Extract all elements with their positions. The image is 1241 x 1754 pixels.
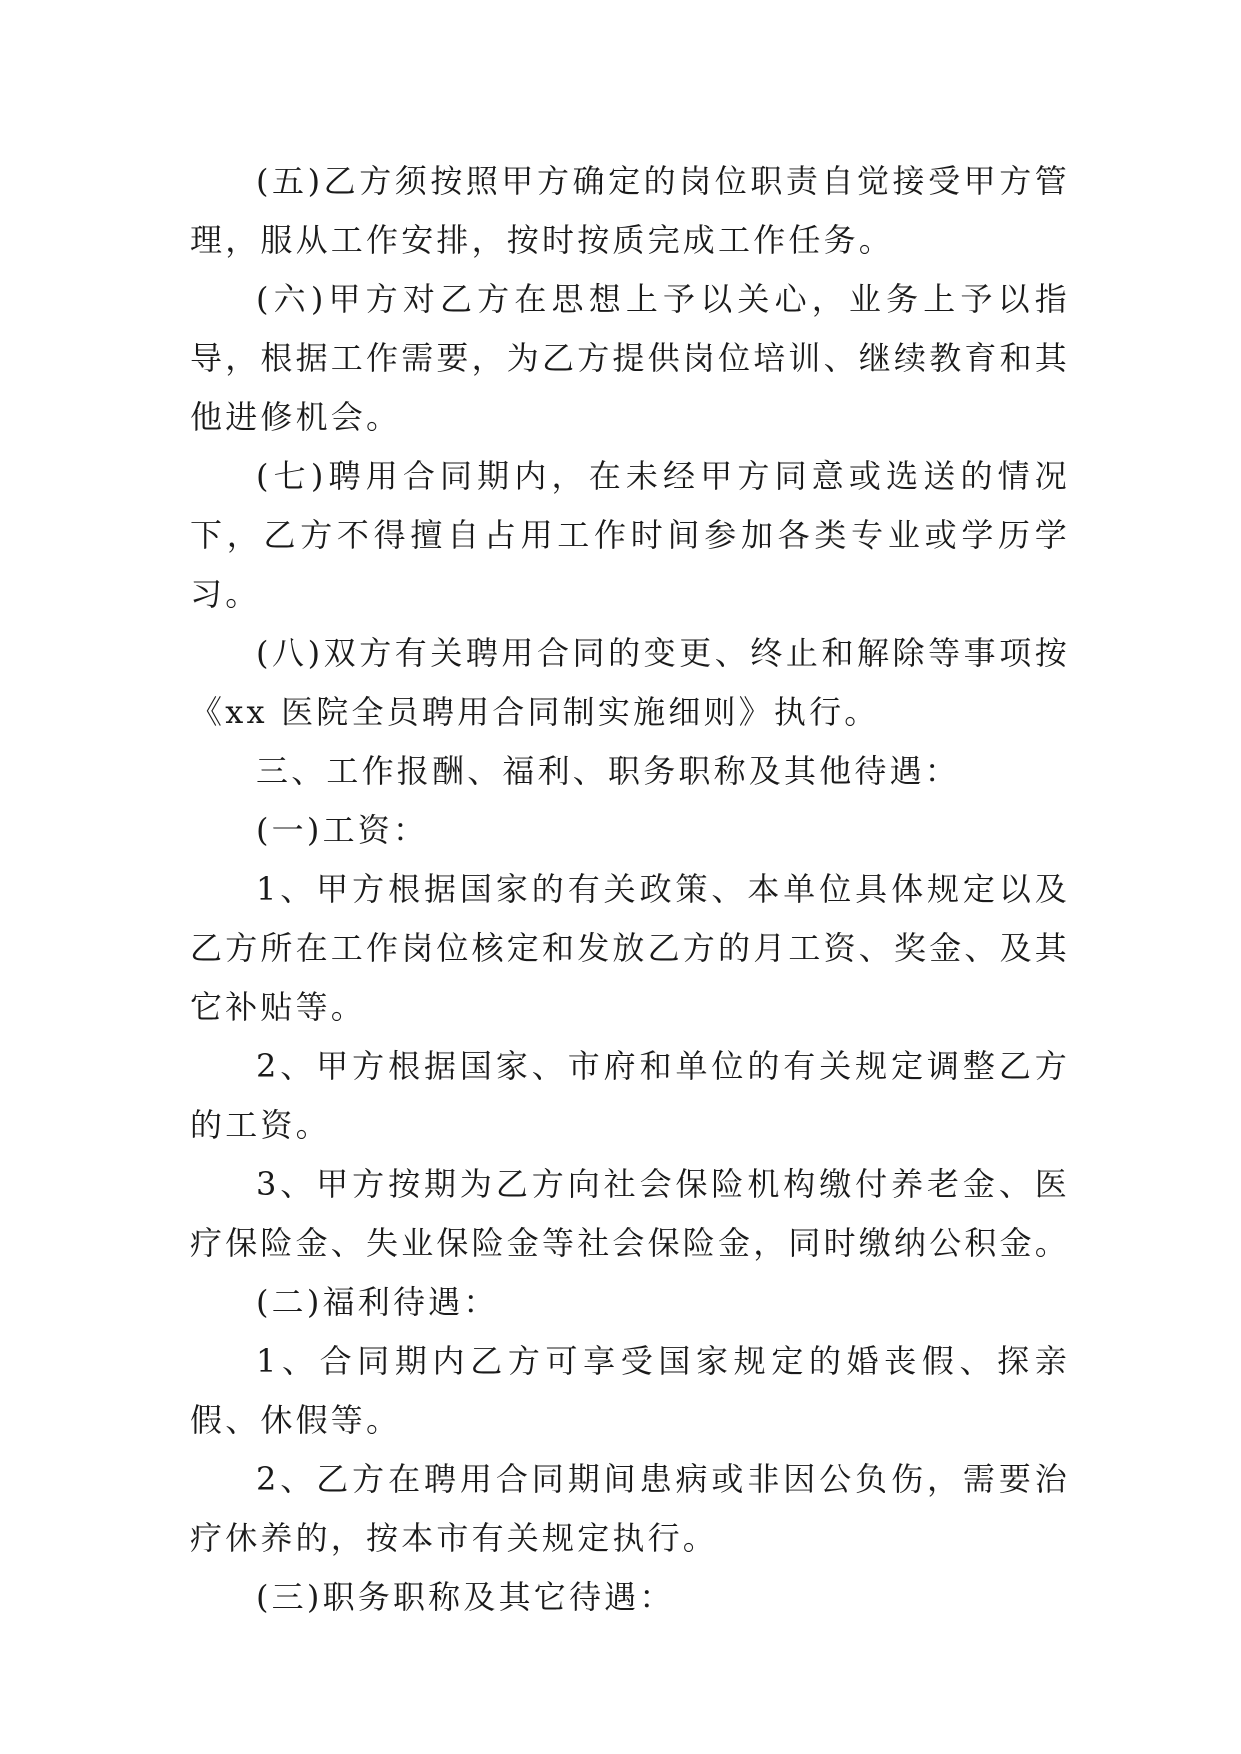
- salary-item-2: 2、甲方根据国家、市府和单位的有关规定调整乙方的工资。: [190, 1047, 1070, 1144]
- clause-7-paragraph: (七)聘用合同期内，在未经甲方同意或选送的情况下，乙方不得擅自占用工作时间参加各类专业或学历学习。: [190, 457, 1070, 613]
- welfare-item-2: 2、乙方在聘用合同期间患病或非因公负伤，需要治疗休养的，按本市有关规定执行。: [190, 1460, 1070, 1557]
- salary-item-1: 1、甲方根据国家的有关政策、本单位具体规定以及乙方所在工作岗位核定和发放乙方的月工资、奖金、及其它补贴等。: [190, 870, 1071, 1026]
- salary-item-3: 3、甲方按期为乙方向社会保险机构缴付养老金、医疗保险金、失业保险金等社会保险金，同时缴纳公积金。: [190, 1165, 1071, 1262]
- clause-6-paragraph: (六)甲方对乙方在思想上予以关心，业务上予以指导，根据工作需要，为乙方提供岗位培训、继续教育和其他进修机会。: [190, 280, 1071, 436]
- subsection-title-heading: (三)职务职称及其它待遇：: [256, 1578, 675, 1616]
- subsection-salary-heading: (一)工资：: [256, 811, 429, 849]
- document-body: [190, 152, 1070, 1627]
- subsection-welfare-heading: (二)福利待遇：: [256, 1283, 499, 1321]
- clause-5-paragraph: (五)乙方须按照甲方确定的岗位职责自觉接受甲方管理，服从工作安排，按时按质完成工作任务。: [190, 162, 1070, 259]
- clause-8-paragraph: (八)双方有关聘用合同的变更、终止和解除等事项按《xx 医院全员聘用合同制实施细则》执行。: [190, 634, 1070, 731]
- welfare-item-1: 1、合同期内乙方可享受国家规定的婚丧假、探亲假、休假等。: [190, 1342, 1070, 1439]
- section-3-heading: 三、工作报酬、福利、职务职称及其他待遇：: [256, 752, 961, 790]
